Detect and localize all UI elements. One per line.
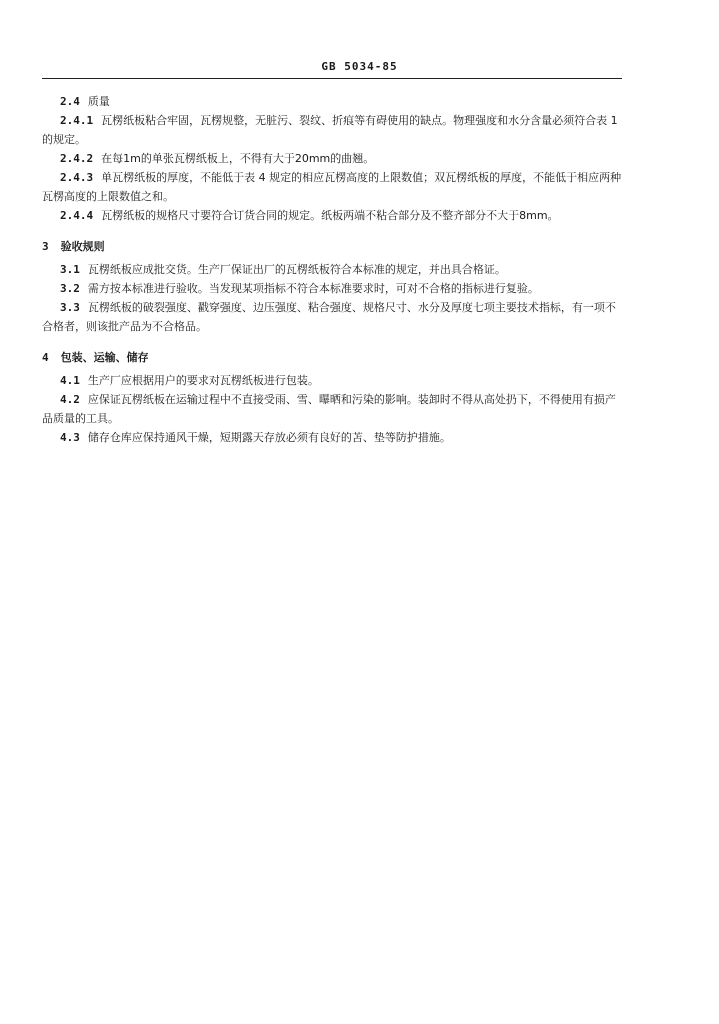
clause-text: 瓦楞纸板的破裂强度、戳穿强度、边压强度、粘合强度、规格尺寸、水分及厚度七项主要技术指标，有一项不合格者，则该批产品为不合格品。 xyxy=(42,301,616,333)
section-title: 包装、运输、储存 xyxy=(60,351,149,364)
clause-number: 2.4 xyxy=(60,95,80,108)
clause-text: 储存仓库应保持通风干燥，短期露天存放必须有良好的苫、垫等防护措施。 xyxy=(87,431,451,444)
section-number: 4 xyxy=(42,351,49,364)
section-heading-3 xyxy=(42,237,626,256)
clause-3-3 xyxy=(42,298,626,336)
clause-2-4-1 xyxy=(42,111,626,149)
clause-text: 生产厂应根据用户的要求对瓦楞纸板进行包装。 xyxy=(87,374,319,387)
document-body xyxy=(42,92,626,447)
clause-2-4-2 xyxy=(42,149,626,168)
clause-text: 在每1m的单张瓦楞纸板上，不得有大于20mm的曲翘。 xyxy=(101,152,375,165)
clause-text: 质量 xyxy=(87,95,110,108)
clause-2-4 xyxy=(42,92,626,111)
clause-3-1 xyxy=(42,260,626,279)
clause-number: 2.4.4 xyxy=(60,209,94,222)
standard-code: GB 5034-85 xyxy=(321,60,398,73)
clause-number: 2.4.3 xyxy=(60,171,94,184)
header-divider xyxy=(42,78,622,79)
clause-number: 2.4.1 xyxy=(60,114,94,127)
clause-4-2 xyxy=(42,390,626,428)
clause-number: 4.3 xyxy=(60,431,80,444)
clause-number: 3.1 xyxy=(60,263,80,276)
clause-2-4-4 xyxy=(42,206,626,225)
clause-text: 瓦楞纸板粘合牢固，瓦楞规整，无脏污、裂纹、折痕等有碍使用的缺点。物理强度和水分含量必须符合表 1 的规定。 xyxy=(42,114,618,146)
clause-text: 瓦楞纸板应成批交货。生产厂保证出厂的瓦楞纸板符合本标准的规定，并出具合格证。 xyxy=(87,263,506,276)
section-title: 验收规则 xyxy=(60,240,105,253)
section-number: 3 xyxy=(42,240,49,253)
clause-4-3 xyxy=(42,428,626,447)
clause-2-4-3 xyxy=(42,168,626,206)
clause-number: 3.2 xyxy=(60,282,80,295)
clause-number: 4.1 xyxy=(60,374,80,387)
clause-text: 单瓦楞纸板的厚度，不能低于表 4 规定的相应瓦楞高度的上限数值；双瓦楞纸板的厚度，不能低于相应两种瓦楞高度的上限数值之和。 xyxy=(42,171,622,203)
clause-4-1 xyxy=(42,371,626,390)
clause-number: 4.2 xyxy=(60,393,80,406)
clause-text: 应保证瓦楞纸板在运输过程中不直接受雨、雪、曝晒和污染的影响。装卸时不得从高处扔下，不得使用有损产品质量的工具。 xyxy=(42,393,616,425)
clause-number: 3.3 xyxy=(60,301,80,314)
section-heading-4 xyxy=(42,348,626,367)
clause-text: 需方按本标准进行验收。当发现某项指标不符合本标准要求时，可对不合格的指标进行复验。 xyxy=(87,282,539,295)
clause-3-2 xyxy=(42,279,626,298)
clause-text: 瓦楞纸板的规格尺寸要符合订货合同的规定。纸板两端不粘合部分及不整齐部分不大于8mm。 xyxy=(101,209,559,222)
clause-number: 2.4.2 xyxy=(60,152,94,165)
